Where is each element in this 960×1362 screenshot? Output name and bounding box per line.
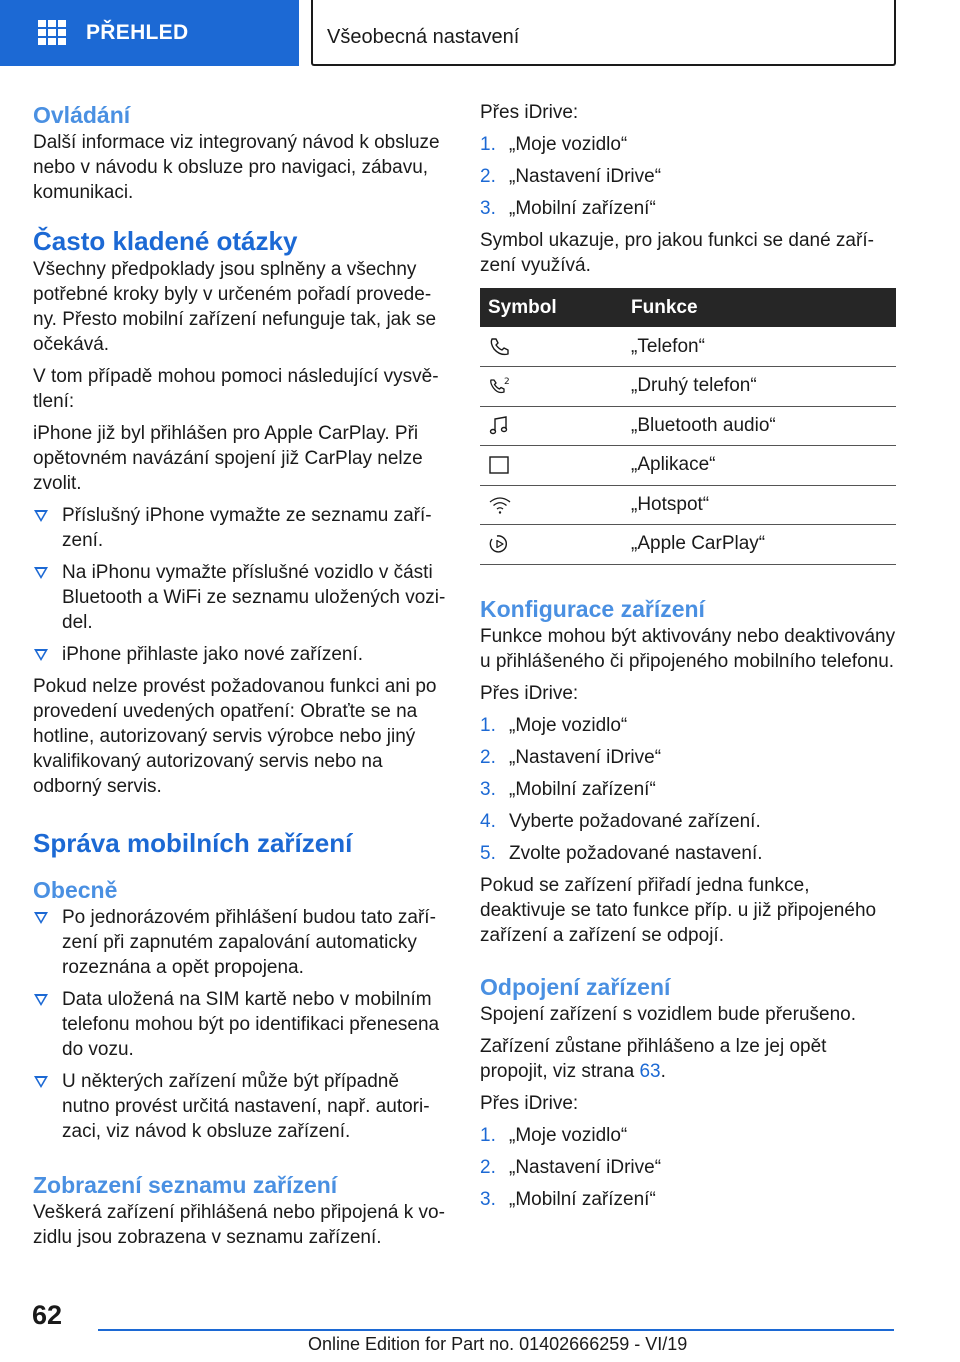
faq-bullet-list	[33, 503, 448, 667]
paragraph-odpojeni-2: Zařízení zůstane přihlášeno a lze jej opět propojit, viz strana 63.	[480, 1035, 827, 1082]
obecne-bullet-list	[33, 905, 448, 1144]
list-item: Příslušný iPhone vymažte ze seznamu zařízení.	[33, 503, 448, 553]
list-item: Data uložená na SIM kartě nebo v mobilním telefonu mohou být po identifikaci přenesena do vozu.	[33, 987, 448, 1062]
paragraph-odpojeni-1: Spojení zařízení s vozidlem bude přerušeno.	[480, 1003, 856, 1025]
list-item: 3. „Mobilní zařízení“	[480, 778, 656, 800]
table-cell-function: „Hotspot“	[631, 485, 896, 525]
steps-list-3	[480, 1123, 896, 1212]
triangle-bullet-icon	[34, 994, 48, 1006]
paragraph-konfigurace: Funkce mohou být aktivovány nebo deaktivovány u přihlášeného či připojeného mobilního telefonu.	[480, 625, 896, 672]
table-cell-function: „Bluetooth audio“	[631, 406, 896, 446]
overview-nav-label: PŘEHLED	[86, 21, 189, 44]
list-item: 1. „Moje vozidlo“	[480, 714, 628, 736]
wifi-icon	[488, 494, 512, 516]
carplay-icon	[488, 533, 510, 555]
table-row	[480, 327, 896, 367]
list-item: 1. „Moje vozidlo“	[480, 1124, 628, 1146]
paragraph-ovladani: Další informace viz integrovaný návod k obsluze nebo v návodu k obsluze pro navigaci, zábavu, komunikaci.	[33, 132, 440, 203]
heading-ovladani: Ovládání	[33, 102, 131, 128]
via-idrive-label: Přes iDrive:	[480, 102, 579, 123]
table-cell-function: „Druhý telefon“	[631, 367, 896, 407]
table-header-symbol: Symbol	[480, 288, 631, 327]
list-item: iPhone přihlaste jako nové zařízení.	[33, 642, 448, 667]
triangle-bullet-icon	[34, 649, 48, 661]
table-row	[480, 367, 896, 407]
list-item: Po jednorázovém přihlášení budou tato zařízení při zapnutém zapalování automaticky rozeznána a opět propojena.	[33, 905, 448, 980]
steps-list-2	[480, 713, 896, 866]
table-cell-function: „Apple CarPlay“	[631, 525, 896, 565]
table-row	[480, 446, 896, 486]
paragraph-faq-4: Pokud nelze provést požadovanou funkci ani po provedení uvedených opatření: Obraťte se na hotline, autorizovaný servis výrobce nebo jiný kvalifikovaný autorizovaný servis nebo na odborný servis.	[33, 676, 437, 797]
list-item: Na iPhonu vymažte příslušné vozidlo v části Bluetooth a WiFi ze seznamu uložených vozidel.	[33, 560, 448, 635]
triangle-bullet-icon	[34, 912, 48, 924]
list-item: 2. „Nastavení iDrive“	[480, 746, 662, 768]
triangle-bullet-icon	[34, 567, 48, 579]
heading-zobrazeni: Zobrazení seznamu zařízení	[33, 1172, 338, 1198]
list-item: 2. „Nastavení iDrive“	[480, 1156, 662, 1178]
second-phone-icon	[488, 375, 512, 397]
list-item: 3. „Mobilní zařízení“	[480, 1188, 656, 1210]
heading-odpojeni: Odpojení zařízení	[480, 973, 671, 1000]
table-cell-function: „Aplikace“	[631, 446, 896, 486]
heading-faq: Často kladené otázky	[33, 226, 298, 256]
left-column	[33, 100, 448, 1257]
svg-text:2: 2	[504, 377, 510, 388]
table-header-function: Funkce	[631, 288, 896, 327]
footer-divider	[98, 1329, 894, 1331]
paragraph-konfigurace-2: Pokud se zařízení přiřadí jedna funkce, deaktivuje se tato funkce příp. u již připojeného zařízení a zařízení se odpojí.	[480, 874, 877, 946]
list-item: 4. Vyberte požadované zařízení.	[480, 810, 761, 832]
triangle-bullet-icon	[34, 510, 48, 522]
paragraph-symbol: Symbol ukazuje, pro jakou funkci se dané zařízení využívá.	[480, 230, 874, 276]
heading-obecne: Obecně	[33, 877, 118, 903]
paragraph-zobrazeni: Veškerá zařízení přihlášená nebo připojená k vozidlu jsou zobrazena v seznamu zařízení.	[33, 1202, 445, 1248]
triangle-bullet-icon	[34, 1076, 48, 1088]
table-row	[480, 406, 896, 446]
paragraph-faq-3: iPhone již byl přihlášen pro Apple CarPlay. Při opětovném navázání spojení již CarPlay nelze zvolit.	[33, 423, 423, 494]
paragraph-faq-1: Všechny předpoklady jsou splněny a všechny potřebné kroky byly v určeném pořadí provedeny. Přesto mobilní zařízení nefunguje tak, jak se očekává.	[33, 259, 437, 355]
app-square-icon	[488, 454, 510, 476]
footer-edition: Online Edition for Part no. 01402666259 - VI/19	[308, 1334, 688, 1354]
page-number: 62	[32, 1300, 63, 1330]
grid-menu-icon	[38, 20, 66, 46]
list-item: U některých zařízení může být případně nutno provést určitá nastavení, např. autorizaci, viz návod k obsluze zařízení.	[33, 1069, 448, 1144]
list-item: 2. „Nastavení iDrive“	[480, 166, 662, 187]
table-row	[480, 525, 896, 565]
music-note-icon	[488, 415, 510, 437]
heading-konfigurace: Konfigurace zařízení	[480, 595, 705, 622]
table-cell-function: „Telefon“	[631, 327, 896, 367]
steps-list-1	[480, 132, 896, 221]
via-idrive-label: Přes iDrive:	[480, 1092, 579, 1114]
list-item: 1. „Moje vozidlo“	[480, 134, 628, 155]
paragraph-faq-2: V tom případě mohou pomoci následující vysvětlení:	[33, 366, 439, 412]
page-link[interactable]: 63	[639, 1060, 661, 1082]
heading-sprava: Správa mobilních zařízení	[33, 828, 353, 858]
section-title: Všeobecná nastavení	[311, 0, 896, 66]
via-idrive-label: Přes iDrive:	[480, 682, 579, 704]
list-item: 3. „Mobilní zařízení“	[480, 198, 656, 219]
symbol-function-table	[480, 288, 896, 565]
list-item: 5. Zvolte požadované nastavení.	[480, 842, 763, 864]
overview-nav-button[interactable]	[0, 0, 299, 66]
right-column	[480, 100, 896, 1219]
table-row	[480, 485, 896, 525]
phone-icon	[488, 336, 510, 358]
